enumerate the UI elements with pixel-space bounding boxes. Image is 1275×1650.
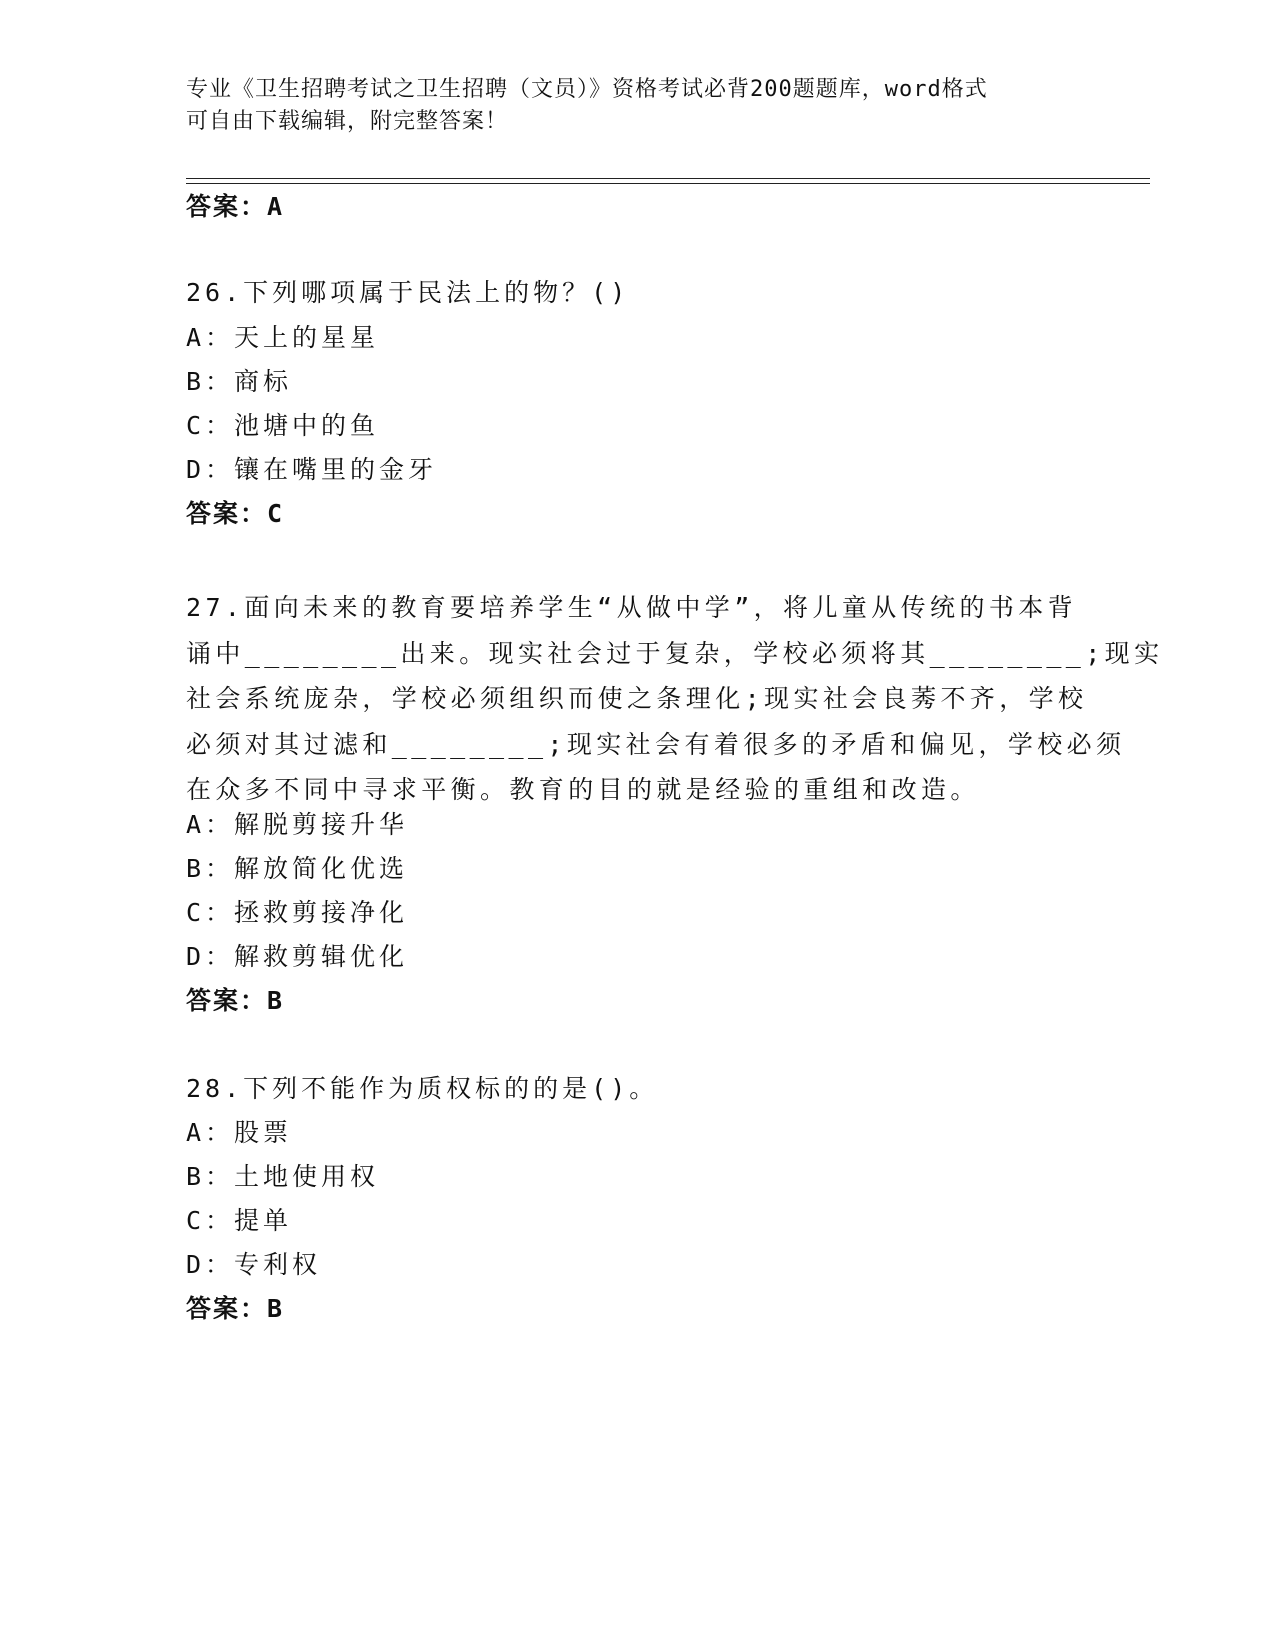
option-d: D：镶在嘴里的金牙	[186, 455, 438, 484]
option-d: D：解救剪辑优化	[186, 942, 409, 971]
answer: 答案：B	[186, 986, 285, 1015]
option-d: D：专利权	[186, 1250, 322, 1279]
option-b: B：商标	[186, 367, 293, 396]
option-c: C：提单	[186, 1206, 293, 1235]
previous-answer: 答案：A	[186, 192, 285, 221]
document-header	[186, 74, 1066, 138]
question-stem: 28.下列不能作为质权标的的是()。	[186, 1074, 659, 1103]
stem-line: 在众多不同中寻求平衡。教育的目的就是经验的重组和改造。	[186, 775, 980, 804]
option-c: C：池塘中的鱼	[186, 411, 380, 440]
stem-line: 27.面向未来的教育要培养学生“从做中学”，将儿童从传统的书本背	[186, 593, 1078, 622]
option-c: C：拯救剪接净化	[186, 898, 409, 927]
option-b: B：土地使用权	[186, 1162, 380, 1191]
option-a: A：股票	[186, 1118, 293, 1147]
header-divider-bottom	[186, 183, 1150, 184]
question-stem: 26.下列哪项属于民法上的物？()	[186, 278, 630, 307]
header-line-2: 可自由下载编辑，附完整答案！	[186, 109, 509, 134]
stem-line: 社会系统庞杂，学校必须组织而使之条理化;现实社会良莠不齐，学校	[186, 684, 1088, 713]
option-a: A：天上的星星	[186, 323, 380, 352]
stem-line: 必须对其过滤和________;现实社会有着很多的矛盾和偏见，学校必须	[186, 729, 1126, 759]
answer: 答案：B	[186, 1294, 285, 1323]
stem-line: 诵中________出来。现实社会过于复杂，学校必须将其________;现实	[186, 638, 1164, 668]
option-a: A：解脱剪接升华	[186, 810, 409, 839]
option-b: B：解放简化优选	[186, 854, 409, 883]
header-divider-top	[186, 178, 1150, 179]
answer: 答案：C	[186, 499, 285, 528]
question-stem	[186, 585, 1164, 813]
header-line-1: 专业《卫生招聘考试之卫生招聘（文员）》资格考试必背200题题库，word格式	[186, 77, 988, 102]
